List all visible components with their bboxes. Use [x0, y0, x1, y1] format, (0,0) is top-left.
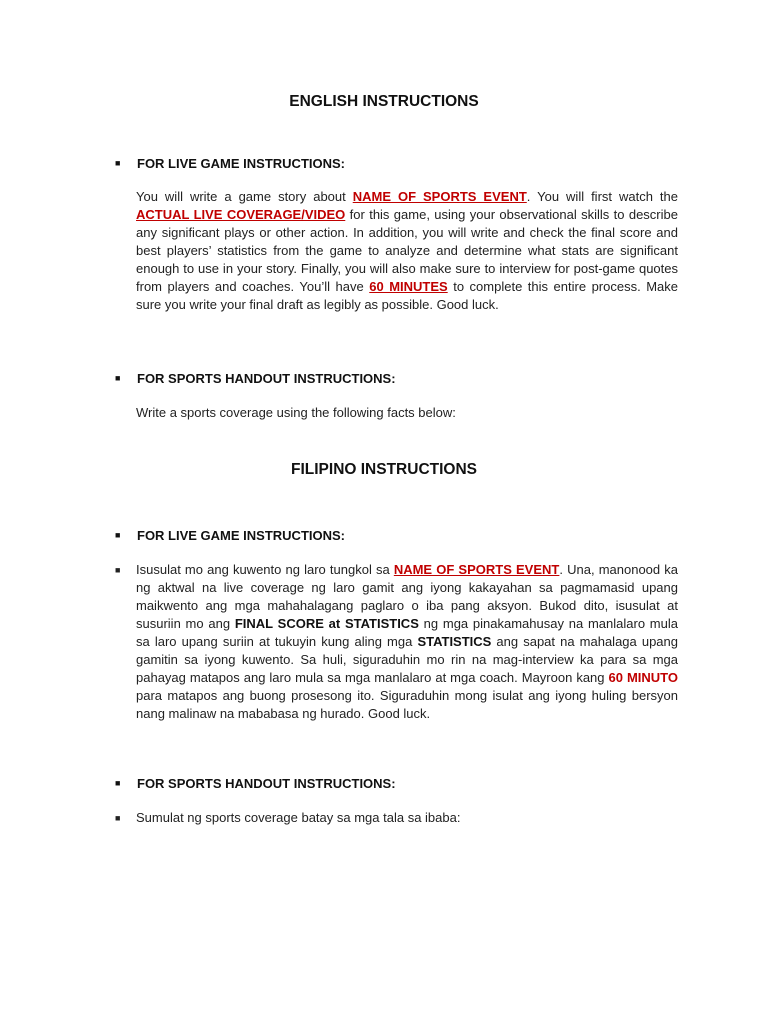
text-span: para matapos ang buong prosesong ito. Siguraduhin mong isulat ang iyong huling bersyon nang malinaw na mababasa ng hurado. Good luck.	[136, 688, 678, 721]
filipino-live-heading-text: FOR LIVE GAME INSTRUCTIONS:	[137, 528, 345, 543]
square-bullet-icon: ■	[115, 373, 121, 383]
filipino-handout-heading	[115, 774, 675, 793]
square-bullet-icon: ■	[115, 813, 121, 823]
text-span: You will write a game story about	[136, 189, 353, 204]
english-handout-heading	[115, 369, 675, 388]
minutes-highlight: 60 MINUTO	[608, 670, 679, 685]
filipino-handout-text: Sumulat ng sports coverage batay sa mga tala sa ibaba:	[136, 810, 461, 825]
english-handout-text: Write a sports coverage using the following facts below:	[136, 405, 456, 420]
filipino-live-heading	[115, 526, 675, 545]
sports-event-placeholder: NAME OF SPORTS EVENT	[352, 189, 527, 204]
text-span: ang sapat na mahalaga upang gamitin sa iyong kuwento. Sa huli, siguraduhin mo rin na mag-interview ka para sa mga pahayag matapos ang laro mula sa mga manlalaro at mga coach. Mayroon kang	[136, 634, 679, 685]
filipino-live-paragraph	[136, 561, 678, 723]
square-bullet-icon: ■	[115, 778, 121, 788]
english-live-heading	[115, 154, 675, 173]
square-bullet-icon: ■	[115, 530, 121, 540]
minutes-highlight: 60 MINUTES	[369, 279, 448, 294]
english-handout-heading-text: FOR SPORTS HANDOUT INSTRUCTIONS:	[137, 371, 396, 386]
final-score-highlight: FINAL SCORE at STATISTICS	[234, 616, 419, 631]
text-span: ng mga pinakamahusay na manlalaro mula sa laro upang suriin at tukuyin kung aling mga	[136, 616, 678, 649]
filipino-handout-heading-text: FOR SPORTS HANDOUT INSTRUCTIONS:	[137, 776, 396, 791]
english-live-paragraph	[136, 188, 678, 314]
text-span: for this game, using your observational skills to describe any significant plays or other action. In addition, you will write and check the final score and best players’ statistics from the game to analyze and determine what stats are significant enough to use in your story. Finally, you will also make sure to interview for post-game quotes from players and coaches. You’ll have	[136, 207, 678, 294]
square-bullet-icon: ■	[115, 158, 121, 168]
english-live-heading-text: FOR LIVE GAME INSTRUCTIONS:	[137, 156, 345, 171]
filipino-title: FILIPINO INSTRUCTIONS	[291, 461, 477, 478]
sports-event-placeholder: NAME OF SPORTS EVENT	[393, 562, 560, 577]
text-span: Isusulat mo ang kuwento ng laro tungkol sa	[136, 562, 394, 577]
english-title: ENGLISH INSTRUCTIONS	[289, 93, 479, 110]
live-coverage-highlight: ACTUAL LIVE COVERAGE/VIDEO	[136, 207, 346, 222]
text-span: to complete this entire process. Make sure you write your final draft as legibly as possible. Good luck.	[136, 279, 678, 312]
text-span: . You will first watch the	[526, 189, 678, 204]
text-span: . Una, manonood ka ng aktwal na live coverage ng laro gamit ang iyong kakayahan sa pagmamasid upang maikwento ang mga mahahalagang paglaro o iba pang aksyon. Bukod dito, isusulat at susuriin mo ang	[136, 562, 678, 631]
square-bullet-icon: ■	[115, 565, 121, 575]
statistics-highlight: STATISTICS	[417, 634, 492, 649]
